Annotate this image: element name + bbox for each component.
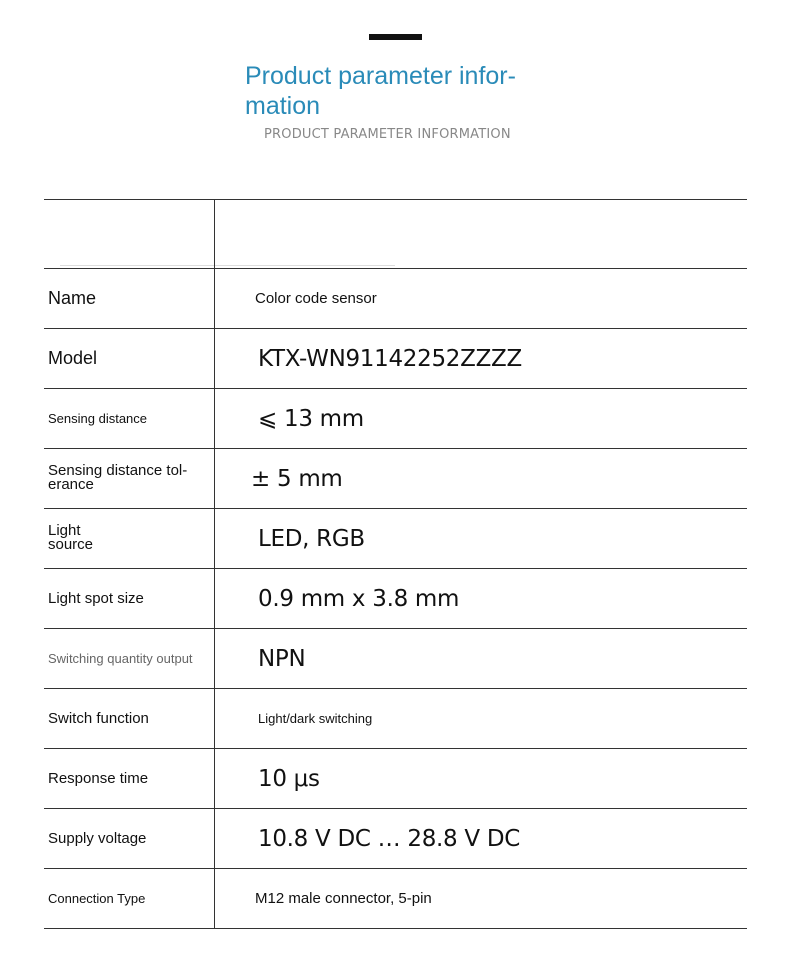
spec-value: Color code sensor	[255, 289, 377, 307]
spec-value: 10.8 V DC … 28.8 V DC	[258, 825, 520, 852]
table-row	[44, 629, 747, 689]
spec-label: Connection Type	[48, 890, 146, 906]
table-row-blank	[44, 200, 747, 269]
spec-value: 0.9 mm x 3.8 mm	[258, 585, 460, 612]
spec-label: Light spot size	[48, 589, 144, 607]
table-row	[44, 449, 747, 509]
table-row	[44, 749, 747, 809]
table-row	[44, 509, 747, 569]
spec-value: M12 male connector, 5-pin	[255, 889, 432, 907]
spec-label: Sensing distance	[48, 410, 148, 426]
spec-value: ± 5 mm	[251, 465, 343, 492]
spec-label: Model	[48, 348, 98, 368]
table-row	[44, 269, 747, 329]
table-row	[44, 869, 747, 929]
page-subtitle: PRODUCT PARAMETER INFORMATION	[264, 127, 511, 142]
spec-label: Switching quantity output	[48, 650, 193, 666]
table-row	[44, 329, 747, 389]
page-title-text: Product parameter infor- mation	[245, 62, 516, 120]
spec-value: NPN	[258, 645, 306, 672]
spec-value-cell	[215, 200, 748, 269]
spec-label: Sensing distance tol- erance	[48, 461, 188, 493]
table-row	[44, 389, 747, 449]
page-title	[245, 61, 545, 121]
spec-value: KTX-WN91142252ZZZZ	[258, 345, 522, 372]
table-row	[44, 809, 747, 869]
top-divider-bar	[369, 34, 422, 40]
spec-value: Light/dark switching	[258, 710, 373, 726]
spec-label: Response time	[48, 769, 149, 787]
spec-label: Switch function	[48, 709, 149, 727]
spec-table	[44, 199, 747, 929]
spec-label: Supply voltage	[48, 829, 147, 847]
table-row	[44, 689, 747, 749]
spec-label: Name	[48, 288, 97, 308]
spec-value: LED, RGB	[258, 525, 365, 552]
table-row	[44, 569, 747, 629]
spec-label-cell	[44, 200, 215, 269]
spec-value: ⩽ 13 mm	[258, 405, 364, 432]
spec-value: 10 μs	[258, 765, 320, 792]
spec-label: Light source	[48, 521, 94, 553]
